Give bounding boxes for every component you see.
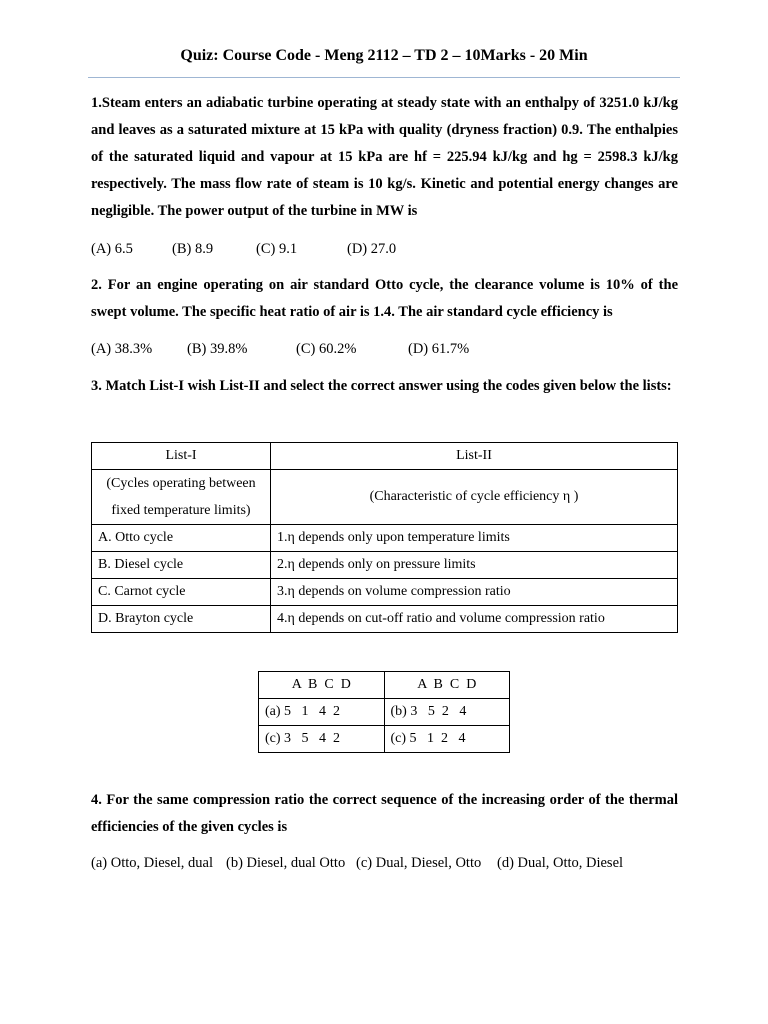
codes-table	[258, 671, 510, 753]
page-title: Quiz: Course Code - Meng 2112 – TD 2 – 10Marks - 20 Min	[180, 47, 588, 64]
question-4-options	[91, 853, 691, 873]
match-table-cell: A. Otto cycle	[92, 525, 271, 552]
title-divider	[88, 77, 680, 78]
question-2-option-c: (C) 60.2%	[296, 341, 357, 357]
table-row	[92, 552, 678, 579]
match-table-header-list1: List-I	[92, 443, 271, 470]
question-1-option-d: (D) 27.0	[347, 241, 397, 257]
codes-table-cell: (c) 5 1 2 4	[384, 726, 510, 753]
match-table-subheader-list1: (Cycles operating between fixed temperature limits)	[92, 470, 271, 525]
question-1-text: 1.Steam enters an adiabatic turbine operating at steady state with an enthalpy of 3251.0 kJ/kg and leaves as a saturated mixture at 15 kPa with quality (dryness fraction) 0.9. The enthalpies of the saturated liquid and vapour at 15 kPa are hf = 225.94 kJ/kg and hg = 2598.3 kJ/kg respectively. The mass flow rate of steam is 10 kg/s. Kinetic and potential energy changes are negligible. The power output of the turbine in MW is	[91, 95, 678, 219]
match-table-subheader-list2: (Characteristic of cycle efficiency η )	[271, 470, 678, 525]
match-table-cell: 4.η depends on cut-off ratio and volume compression ratio	[271, 606, 678, 633]
table-row	[259, 699, 510, 726]
match-table-cell: 1.η depends only upon temperature limits	[271, 525, 678, 552]
question-1-option-c: (C) 9.1	[256, 241, 298, 257]
match-table	[91, 442, 678, 633]
match-table-cell: 3.η depends on volume compression ratio	[271, 579, 678, 606]
match-table-cell: B. Diesel cycle	[92, 552, 271, 579]
match-table-cell: D. Brayton cycle	[92, 606, 271, 633]
question-2-options	[91, 339, 691, 359]
question-4-option-c: (c) Dual, Diesel, Otto	[356, 855, 482, 871]
table-row	[92, 579, 678, 606]
codes-table-cell: (b) 3 5 2 4	[384, 699, 510, 726]
codes-table-cell: (c) 3 5 4 2	[259, 726, 385, 753]
question-4-option-b: (b) Diesel, dual Otto	[226, 855, 346, 871]
question-2-option-b: (B) 39.8%	[187, 341, 248, 357]
question-2-option-a: (A) 38.3%	[91, 341, 153, 357]
table-row	[259, 726, 510, 753]
question-1-option-a: (A) 6.5	[91, 241, 133, 257]
question-2-text: 2. For an engine operating on air standard Otto cycle, the clearance volume is 10% of the swept volume. The specific heat ratio of air is 1.4. The air standard cycle efficiency is	[91, 277, 678, 320]
match-table-cell: 2.η depends only on pressure limits	[271, 552, 678, 579]
match-table-header-list2: List-II	[271, 443, 678, 470]
question-1-option-b: (B) 8.9	[172, 241, 214, 257]
question-3-text: 3. Match List-I wish List-II and select the correct answer using the codes given below the lists:	[91, 378, 672, 394]
codes-table-header: A B C D	[384, 672, 510, 699]
question-2-option-d: (D) 61.7%	[408, 341, 470, 357]
match-table-cell: C. Carnot cycle	[92, 579, 271, 606]
match-table-header-row	[92, 443, 678, 470]
table-row	[92, 606, 678, 633]
codes-table-header: A B C D	[259, 672, 385, 699]
match-table-subheader-row	[92, 470, 678, 525]
question-1-options	[91, 239, 691, 259]
codes-table-cell: (a) 5 1 4 2	[259, 699, 385, 726]
question-4-option-d: (d) Dual, Otto, Diesel	[497, 855, 624, 871]
table-row	[92, 525, 678, 552]
codes-table-header-row	[259, 672, 510, 699]
question-4-option-a: (a) Otto, Diesel, dual	[91, 855, 214, 871]
question-4-text: 4. For the same compression ratio the correct sequence of the increasing order of the thermal efficiencies of the given cycles is	[91, 792, 678, 835]
